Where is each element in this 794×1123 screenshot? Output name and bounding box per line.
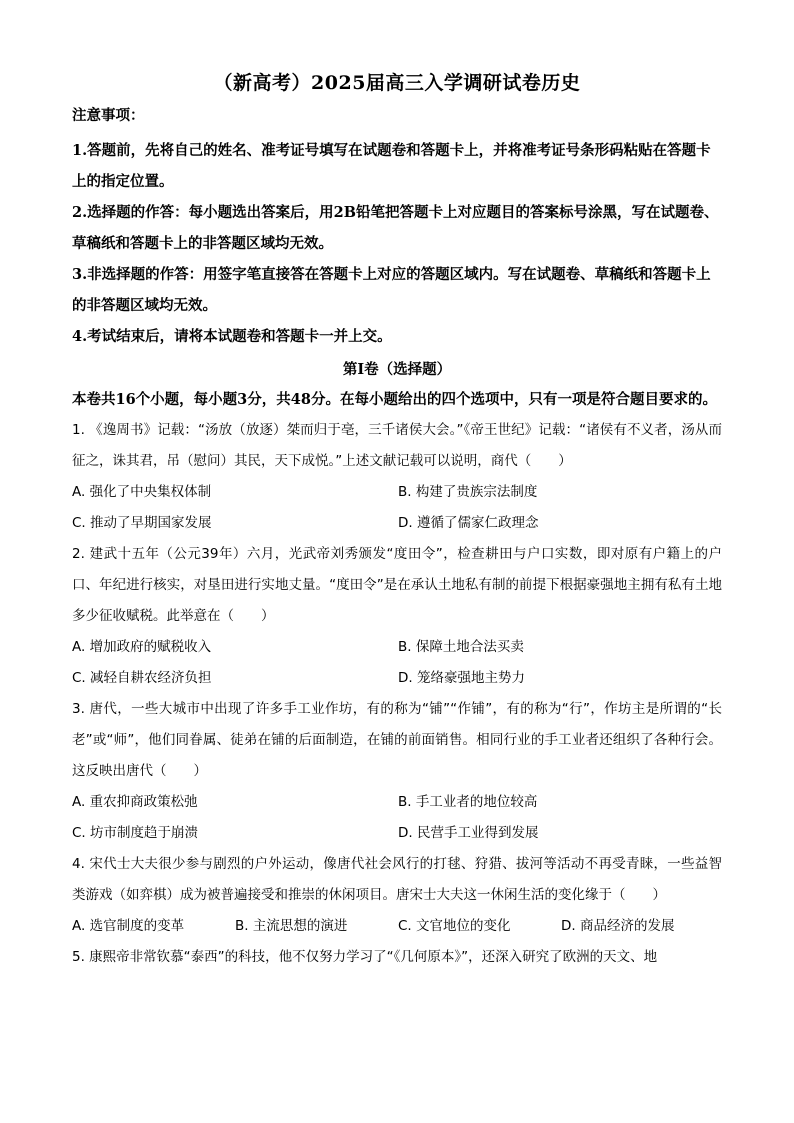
question-stem: 5. 康熙帝非常钦慕“泰西”的科技，他不仅努力学习了“《几何原本》”，还深入研究了欧洲的天文、地 [72, 949, 658, 965]
question-3 [72, 694, 722, 849]
option-c: C. 减轻自耕农经济负担 [72, 670, 212, 686]
notice-item: 3.非选择题的作答：用签字笔直接答在答题卡上对应的答题区域内。写在试题卷、草稿纸和答题卡上的非答题区域均无效。 [72, 266, 711, 314]
question-4 [72, 849, 722, 942]
question-options [72, 787, 722, 849]
option-c: C. 坊市制度趋于崩溃 [72, 825, 199, 841]
option-d: D. 笼络豪强地主势力 [398, 670, 525, 686]
notice-item: 1.答题前，先将自己的姓名、准考证号填写在试题卷和答题卡上，并将准考证号条形码粘贴在答题卡上的指定位置。 [72, 142, 711, 190]
option-a: A. 增加政府的赋税收入 [72, 639, 212, 655]
section-intro: 本卷共16个小题，每小题3分，共48分。在每小题给出的四个选项中，只有一项是符合题目要求的。 [72, 391, 717, 408]
option-b: B. 构建了贵族宗法制度 [398, 484, 538, 500]
question-2 [72, 539, 722, 694]
option-a: A. 重农抑商政策松弛 [72, 794, 198, 810]
option-c: C. 文官地位的变化 [398, 918, 511, 934]
option-b: B. 主流思想的演进 [235, 918, 348, 934]
option-a: A. 选官制度的变革 [72, 918, 185, 934]
notice-item: 4.考试结束后，请将本试题卷和答题卡一并上交。 [72, 328, 392, 345]
exam-page [72, 64, 722, 973]
option-d: D. 商品经济的发展 [561, 918, 675, 934]
question-stem: 2. 建武十五年（公元39年）六月，光武帝刘秀颁发“度田令”，检查耕田与户口实数，即对原有户籍上的户口、年纪进行核实，对垦田进行实地丈量。“度田令”是在承认土地私有制的前提下根据豪强地主拥有私有土地多少征收赋税。此举意在（ ） [72, 546, 722, 624]
question-stem: 1. 《逸周书》记载：“汤放（放逐）桀而归于亳，三千诸侯大会。”《帝王世纪》记载：“诸侯有不义者，汤从而征之，诛其君，吊（慰问）其民，天下成悦。”上述文献记载可以说明，商代（ ） [72, 422, 722, 469]
section-title: 第Ⅰ卷（选择题） [342, 361, 452, 378]
question-1 [72, 415, 722, 539]
option-b: B. 手工业者的地位较高 [398, 794, 538, 810]
option-a: A. 强化了中央集权体制 [72, 484, 212, 500]
exam-title: （新高考）2025届高三入学调研试卷历史 [213, 72, 581, 94]
question-options [72, 911, 722, 942]
question-stem: 4. 宋代士大夫很少参与剧烈的户外运动，像唐代社会风行的打毬、狩猎、拔河等活动不再受青睐，一些益智类游戏（如弈棋）成为被普遍接受和推崇的休闲项目。唐宋士大夫这一休闲生活的变化缘于（ ） [72, 856, 722, 903]
notice-item: 2.选择题的作答：每小题选出答案后，用2B铅笔把答题卡上对应题目的答案标号涂黑，写在试题卷、草稿纸和答题卡上的非答题区域均无效。 [72, 204, 719, 252]
notice-heading: 注意事项： [72, 107, 145, 124]
question-stem: 3. 唐代，一些大城市中出现了许多手工业作坊，有的称为“铺”“作铺”，有的称为“行”，作坊主是所谓的“长老”或“师”，他们同眷属、徒弟在铺的后面制造，在铺的前面销售。相同行业的手工业者还组织了各种行会。这反映出唐代（ ） [72, 701, 722, 779]
question-options [72, 632, 722, 694]
option-b: B. 保障土地合法买卖 [398, 639, 524, 655]
option-d: D. 民营手工业得到发展 [398, 825, 539, 841]
question-options [72, 477, 722, 539]
question-5 [72, 942, 722, 973]
option-d: D. 遵循了儒家仁政理念 [398, 515, 539, 531]
option-c: C. 推动了早期国家发展 [72, 515, 212, 531]
